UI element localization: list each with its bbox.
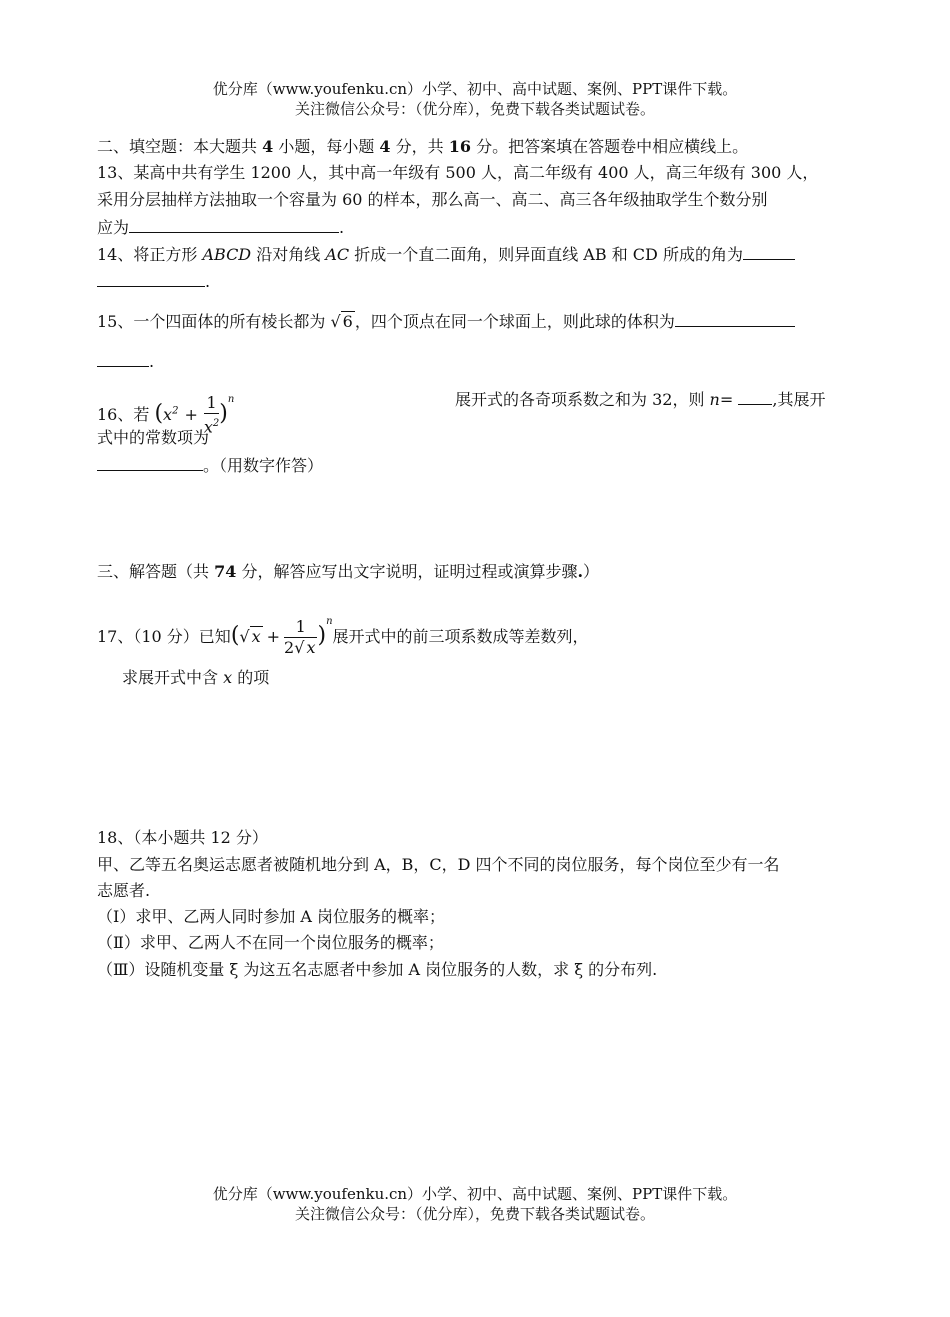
q13-line-2: 采用分层抽样方法抽取一个容量为 60 的样本，那么高一、高二、高三各年级抽取学生个数分别 — [97, 190, 768, 209]
q15-line-2 — [97, 350, 154, 373]
section-2-total: 16 — [448, 137, 472, 156]
q15-answer-blank-2[interactable] — [97, 350, 149, 367]
q14-line-1 — [97, 243, 795, 266]
q16-constant-answer-blank[interactable] — [97, 454, 203, 471]
q14-prefix: 14、将正方形 — [97, 245, 203, 264]
q16-base-x: x — [163, 405, 173, 424]
q17-line2-prefix: 求展开式中含 — [122, 668, 224, 687]
q16-prefix: 16、若 — [97, 405, 155, 424]
sqrt-x-den — [294, 639, 317, 657]
left-paren: ( — [230, 623, 240, 648]
left-paren: ( — [154, 401, 164, 426]
q18-part-2: （Ⅱ）求甲、乙两人不在同一个岗位服务的概率； — [97, 933, 444, 952]
q14-end-dot: . — [205, 272, 211, 291]
q17-numerator: 1 — [295, 617, 306, 636]
q13-end-dot: . — [339, 218, 345, 237]
right-paren: ) — [317, 623, 327, 648]
q16-equals: = — [719, 390, 739, 409]
q17-prefix: 17、（10 分）已知 — [97, 627, 231, 646]
q14-answer-blank-1[interactable] — [743, 243, 795, 260]
section-3-title — [97, 561, 599, 583]
header-line-2: 关注微信公众号：（优分库），免费下载各类试题试卷。 — [294, 100, 655, 118]
q14-diagonal-name: AC — [325, 245, 350, 264]
q16-text: 展开式的各奇项系数之和为 32，则 — [455, 390, 710, 409]
section-2-mid2: 分，共 — [390, 137, 449, 156]
q18-part-3: （Ⅲ）设随机变量 ξ 为这五名志愿者中参加 A 岗位服务的人数，求 ξ 的分布列. — [97, 960, 658, 979]
section-2-title — [97, 136, 748, 158]
q16-line-2: 式中的常数项为 — [97, 428, 210, 447]
q14-line-2 — [97, 270, 210, 293]
q17-den-2: 2 — [284, 638, 295, 657]
q18-line-1: 甲、乙等五名奥运志愿者被随机地分到 A，B，C，D 四个不同的岗位服务，每个岗位至少有一名 — [97, 855, 780, 874]
q17-line-1 — [97, 600, 589, 659]
q15-end-dot: . — [149, 352, 155, 371]
section-2-points-each: 4 — [379, 137, 391, 156]
q16-line-3 — [97, 454, 323, 477]
q16-n-var: n — [709, 390, 720, 409]
q15-answer-blank-1[interactable] — [675, 310, 795, 327]
sqrt-x — [239, 615, 262, 659]
q18-part-1: （Ⅰ）求甲、乙两人同时参加 A 岗位服务的概率； — [97, 907, 446, 926]
radical-sign-icon: √ — [239, 627, 250, 646]
q13-answer-label: 应为 — [97, 218, 130, 237]
q13-line-1: 13、某高中共有学生 1200 人，其中高一年级有 500 人，高二年级有 400 人，高三年级有 300 人， — [97, 163, 819, 182]
section-3-dot: . — [577, 562, 584, 581]
q17-denominator — [284, 639, 317, 657]
section-2-prefix: 二、填空题：本大题共 — [97, 137, 263, 156]
q16-exp-2: 2 — [172, 405, 179, 417]
section-3-prefix: 三、解答题（共 — [97, 562, 215, 581]
section-2-suffix: 分。把答案填在答题卷中相应横线上。 — [471, 137, 749, 156]
q16-n-answer-blank[interactable] — [738, 388, 772, 405]
q15-radicand: 6 — [342, 312, 353, 331]
q16-line-1-right — [455, 388, 825, 411]
q17-line-2 — [122, 667, 269, 689]
q15-prefix: 15、一个四面体的所有棱长都为 — [97, 312, 331, 331]
q14-mid: 沿对角线 — [251, 245, 326, 264]
q17-fraction — [284, 618, 317, 657]
q15-line-1 — [97, 310, 795, 333]
header-line-1: 优分库（www.youfenku.cn）小学、初中、高中试题、案例、PPT课件下载。 — [212, 80, 738, 98]
section-2-count: 4 — [262, 137, 274, 156]
q17-plus: + — [266, 627, 281, 646]
radical-sign-icon: √ — [294, 638, 305, 657]
q17-den-x: x — [306, 638, 316, 657]
section-3-mid: 分，解答应写出文字说明，证明过程或演算步骤 — [236, 562, 578, 581]
q16-line3-suffix: 。（用数字作答） — [203, 456, 324, 475]
q17-radicand-x: x — [251, 627, 261, 646]
q16-exp-n: n — [227, 394, 235, 405]
q16-den-exp-2: 2 — [212, 418, 220, 430]
radical-sign-icon: √ — [330, 312, 341, 331]
q17-exp-n: n — [326, 616, 333, 627]
right-paren: ) — [219, 401, 228, 426]
q14-suffix: 折成一个直二面角，则异面直线 AB 和 CD 所成的角为 — [349, 245, 743, 264]
q14-answer-blank-2[interactable] — [97, 270, 205, 287]
q16-plus: + — [184, 405, 198, 424]
q17-line2-suffix: 的项 — [232, 668, 270, 687]
q13-line-3 — [97, 216, 344, 239]
q17-suffix: 展开式中的前三项系数成等差数列， — [332, 627, 589, 646]
section-3-total: 74 — [214, 562, 237, 581]
q16-numerator: 1 — [206, 393, 217, 413]
section-2-mid1: 小题，每小题 — [273, 137, 380, 156]
footer-line-2: 关注微信公众号：（优分库），免费下载各类试题试卷。 — [294, 1205, 655, 1223]
fraction-bar — [204, 413, 219, 414]
sqrt-6 — [330, 311, 354, 333]
q18-title: 18、（本小题共 12 分） — [97, 828, 268, 847]
q15-suffix: ，四个顶点在同一个球面上，则此球的体积为 — [354, 312, 675, 331]
q16-den-x: x — [203, 417, 213, 437]
q18-line-2: 志愿者. — [97, 881, 151, 900]
q14-square-name: ABCD — [202, 245, 252, 264]
q13-answer-blank[interactable] — [129, 216, 339, 233]
section-3-suffix: ） — [583, 562, 600, 581]
footer-line-1: 优分库（www.youfenku.cn）小学、初中、高中试题、案例、PPT课件下载。 — [212, 1185, 738, 1203]
q17-line2-var: x — [223, 668, 233, 687]
q16-tail: ,其展开 — [772, 390, 826, 409]
